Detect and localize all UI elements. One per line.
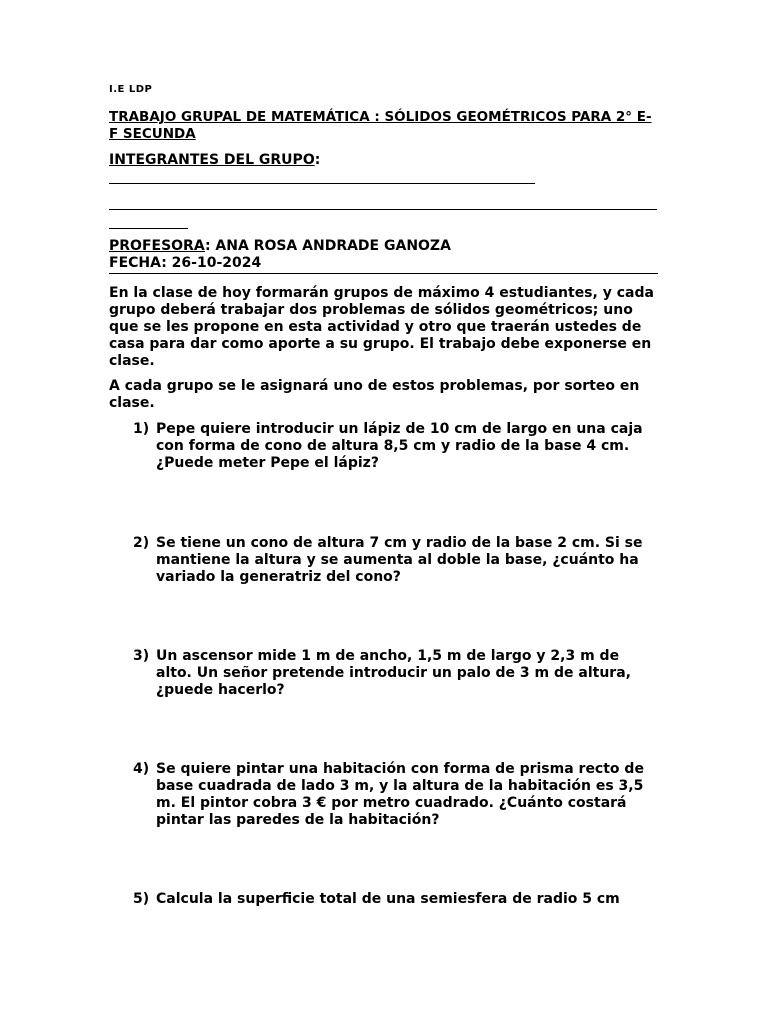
school-name: I.E LDP [109,84,153,95]
date-line: FECHA: 26-10-2024 [109,255,262,271]
problem-number: 3) [133,648,150,664]
problem-text: Pepe quiere introducir un lápiz de 10 cm de largo en una caja con forma de cono de altura 8,5 cm y radio de la base 4 cm. ¿Puede meter Pepe el lápiz? [156,421,643,471]
problem-text: Un ascensor mide 1 m de ancho, 1,5 m de largo y 2,3 m de alto. Un señor pretende introducir un palo de 3 m de altura, ¿puede hacerlo? [156,648,631,698]
problem-number: 5) [133,891,150,907]
problem-item-2 [133,535,659,586]
header-divider [109,273,658,274]
problem-item-5 [133,891,659,908]
intro-paragraph: En la clase de hoy formarán grupos de máximo 4 estudiantes, y cada grupo deberá trabajar dos problemas de sólidos geométricos; uno que se les propone en esta actividad y otro que traerán ustedes de casa para dar como aporte a su grupo. El trabajo debe exponerse en clase. [109,285,654,369]
group-members-colon: : [314,152,321,168]
problem-number: 2) [133,535,150,551]
problem-item-3 [133,648,659,699]
problem-text: Se quiere pintar una habitación con forma de prisma recto de base cuadrada de lado 3 m, y la altura de la habitación es 3,5 m. El pintor cobra 3 € por metro cuadrado. ¿Cuánto costará pintar las paredes de la habitación? [156,761,644,828]
teacher-label: PROFESORA [109,238,205,254]
member-blank-line-3 [109,228,188,229]
problem-item-4 [133,761,659,829]
assignment-paragraph: A cada grupo se le asignará uno de estos problemas, por sorteo en clase. [109,378,640,411]
group-members-heading: INTEGRANTES DEL GRUPO [109,152,315,168]
problem-number: 4) [133,761,150,777]
teacher-line [109,238,451,255]
group-members-label [109,152,320,169]
document-title: TRABAJO GRUPAL DE MATEMÁTICA : SÓLIDOS GEOMÉTRICOS PARA 2° E-F SECUNDA [109,109,652,142]
member-blank-line-1 [109,183,535,184]
problem-text: Calcula la superficie total de una semiesfera de radio 5 cm [156,891,620,907]
member-blank-line-2 [109,209,657,210]
problem-item-1 [133,421,659,472]
teacher-name: : ANA ROSA ANDRADE GANOZA [204,238,451,254]
problem-number: 1) [133,421,150,437]
problem-text: Se tiene un cono de altura 7 cm y radio de la base 2 cm. Si se mantiene la altura y se aumenta al doble la base, ¿cuánto ha variado la generatriz del cono? [156,535,643,585]
